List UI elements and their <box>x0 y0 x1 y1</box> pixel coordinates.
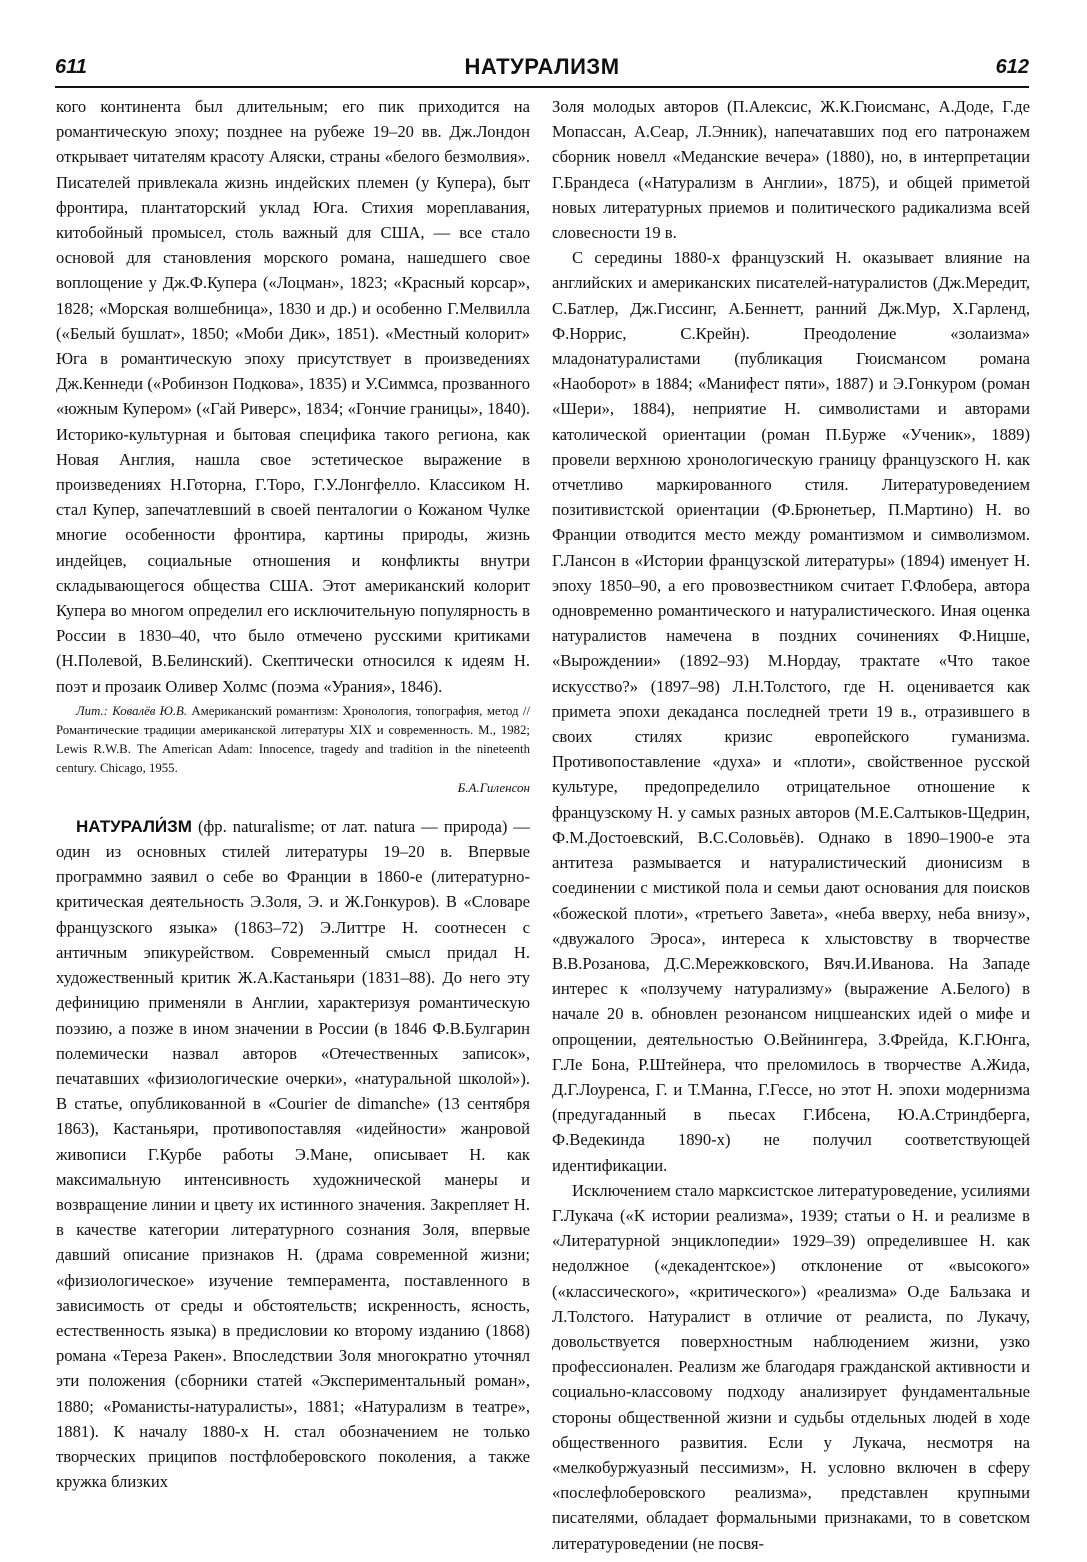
article-opening <box>56 814 530 1494</box>
headword: НАТУРАЛИ́ЗМ <box>76 816 192 836</box>
article-text: (фр. naturalisme; от лат. natura — природа) — один из основных стилей литературы 19–20 в. Впервые программно заявил о себе во Франции в 1860-е (литературно-критическая деятельность Э.Золя, Э. и Ж.Гонкуров). В «Словаре французского языка» (1863–72) Э.Литтре Н. соотнесен с античным эпикурейством. Современный смысл придал Н. художественный критик Ж.А.Кастаньяри (1831–88). До него эту дефиницию применяли в Англии, характеризуя романтическую поэзию, а позже в ином значении в России (в 1846 Ф.В.Булгарин полемически назвал авторов «Отечественных записок», печатавших «физиологические очерки», «натуральной школой»). В статье, опубликованной в «Courier de dimanche» (13 сентября 1863), Кастаньяри, противопоставляя «идейности» жанровой живописи Г.Курбе работы Э.Мане, описывает Н. как максимальную интенсивность художнической манеры и возвращение линии и цвету их истинного значения. Закрепляет Н. в качестве категории литературного сознания Золя, впервые давший описание признаков Н. (драма современной жизни; «физиологическое» изучение темперамента, поставленного в зависимость от среды и обстоятельств; искренность, ясность, естественность языка) в предисловии ко второму изданию (1868) романа «Тереза Ракен». Впоследствии Золя многократно уточнял эти положения (сборники статей «Экспериментальный роман», 1880; «Романисты-натуралисты», 1881; «Натурализм в театре», 1881). К началу 1880-х Н. стал обозначением не только творческих приципов постфлоберовского поколения, а также кружка близких <box>56 816 530 1492</box>
running-header <box>55 56 1029 88</box>
right-column <box>552 94 1030 1556</box>
right-paragraph-3: Исключением стало марксистское литературоведение, усилиями Г.Лукача («К истории реализма», 1939; статьи о Н. и реализме в «Литературной энциклопедии» 1929–39) определившее Н. как недолжное («декадентское») отклонение от «высокого» («классического», «критического») «реализма» О.де Бальзака и Л.Толстого. Натуралист в отличие от реалиста, по Лукачу, довольствуется поверхностным наблюдением жизни, узко профессионален. Реализм же благодаря гражданской активности и социально-классовому подходу анализирует фундаментальные стороны общественной жизни и судьбы отдельных людей в ходе общественного развития. Если у Лукача, несмотря на «мелкобуржуазный пессимизм», Н. условно включен в сферу «послефлоберовского реализма», представлен крупными писателями, обладает формальными признаками, то в советском литературоведении (не посвя- <box>552 1180 1030 1553</box>
continuation-paragraph: кого континента был длительным; его пик приходится на романтическую эпоху; позднее на рубеже 19–20 вв. Дж.Лондон открывает читателям красоту Аляски, страны «белого безмолвия». Писателей привлекала жизнь индейских племен (у Купера), быт фронтира, плантаторский уклад Юга. Стихия мореплавания, китобойный промысел, столь важный для США, — все стало основой для становления морского романа, нашедшего свое воплощение у Дж.Ф.Купера («Лоцман», 1823; «Красный корсар», 1828; «Морская волшебница», 1830 и др.) и особенно Г.Мелвилла («Белый бушлат», 1850; «Моби Дик», 1851). «Местный колорит» Юга в романтическую эпоху присутствует в произведениях Дж.Кеннеди («Робинзон Подкова», 1835) и У.Симмса, прозванного «южным Купером» («Гай Риверс», 1834; «Гончие границы», 1840). Историко-культурная и бытовая специфика такого региона, как Новая Англия, нашла свое эстетическое выражение в произведениях Н.Готорна, Г.Торо, Г.У.Лонгфелло. Классиком Н. стал Купер, запечатлевший в своей пенталогии о Кожаном Чулке многие особенности фронтира, картины природы, жизнь индейцев, социальные отношения и конфликты внутри складывающегося общества США. Этот американский колорит Купера во многом определил его исключительную популярность в России в 1830–40, что было отмечено русскими критиками (Н.Полевой, В.Белинский). Скептически относился к идеям Н. поэт и прозаик Оливер Холмс (поэма «Урания», 1846). <box>56 97 530 696</box>
literature-text: Американский романтизм: Хронология, топография, метод // Романтические традиции американской литературы XIX и современность. М., 1982; Lewis R.W.B. The American Adam: Innocence, tragedy and tradition in the nineteenth century. Chicago, 1955. <box>56 703 530 775</box>
author-signature: Б.А.Гиленсон <box>457 779 530 795</box>
literature-lead: Лит.: Ковалёв Ю.В. <box>76 703 188 718</box>
header-title: НАТУРАЛИЗМ <box>464 54 620 79</box>
left-column <box>56 94 530 1494</box>
page-number-right: 612 <box>995 56 1029 78</box>
right-paragraph-1: Золя молодых авторов (П.Алексис, Ж.К.Гюисманс, А.Доде, Г.де Мопассан, А.Сеар, Л.Энник), напечатавших под его патронажем сборник новелл «Меданские вечера» (1880), но, в интерпретации Г.Брандеса («Натурализм в Англии», 1875), и общей приметой новых литературных приемов и политического радикализма всей словесности 19 в. <box>552 97 1030 243</box>
literature-references <box>56 702 530 778</box>
right-paragraph-2: С середины 1880-х французский Н. оказывает влияние на английских и американских писателей-натуралистов (Дж.Мередит, С.Батлер, Дж.Гиссинг, А.Беннетт, ранний Дж.Мур, Х.Гарленд, Ф.Норрис, С.Крейн). Преодоление «золаизма» младонатуралистами (публикация Гюисмансом романа «Наоборот» в 1884; «Манифест пяти», 1887) и Э.Гонкуром (роман «Шери», 1884), неприятие Н. символистами и авторами католической ориентации (роман П.Бурже «Ученик», 1889) провели верхнюю хронологическую границу французского Н. как отчетливо маркированного стиля. Литературоведением позитивистской ориентации (Ф.Брюнетьер, П.Мартино) Н. во Франции отводится место между романтизмом и символизмом. Г.Лансон в «Истории французской литературы» (1894) именует Н. эпоху 1850–90, а его провозвестником считает Г.Флобера, автора одновременно романтического и натуралистического. Иная оценка натуралистов намечена в поздних сочинениях Ф.Ницше, «Вырождении» (1892–93) М.Нордау, трактате «Что такое искусство?» (1897–98) Л.Н.Толстого, где Н. оценивается как примета эпохи декаданса последней трети 19 в., отразившего в своих стилях кризис европейского гуманизма. Противопоставление «духа» и «плоти», свойственное русской культуре, предопределило отрицательное отношение к французскому Н. у самых разных авторов (М.Е.Салтыков-Щедрин, Ф.М.Достоевский, В.С.Соловьёв). Однако в 1890–1900-е эта антитеза размывается и натуралистический дионисизм в соединении с мистикой пола и семьи дают основания для поисков «божеской плоти», «третьего Завета», «неба вверху, неба внизу», «двужалого Эроса», интереса к хлыстовству в творчестве В.В.Розанова, Д.С.Мережковского, Вяч.И.Иванова. На Западе интерес к «ползучему натурализму» (выражение А.Белого) в начале 20 в. обновлен резонансом ницшеанских идей о мифе и опрощении, деятельностью О.Вейнингера, З.Фрейда, К.Г.Юнга, Г.Ле Бона, Р.Штейнера, что преломилось в творчестве А.Жида, Д.Г.Лоуренса, Г. и Т.Манна, Г.Гессе, но этот Н. эпохи модернизма (предугаданный в пьесах Г.Ибсена, Ю.А.Стриндберга, Ф.Ведекинда 1890-х) не получил соответствующей идентификации. <box>552 248 1030 1175</box>
page-number-left: 611 <box>55 56 87 78</box>
